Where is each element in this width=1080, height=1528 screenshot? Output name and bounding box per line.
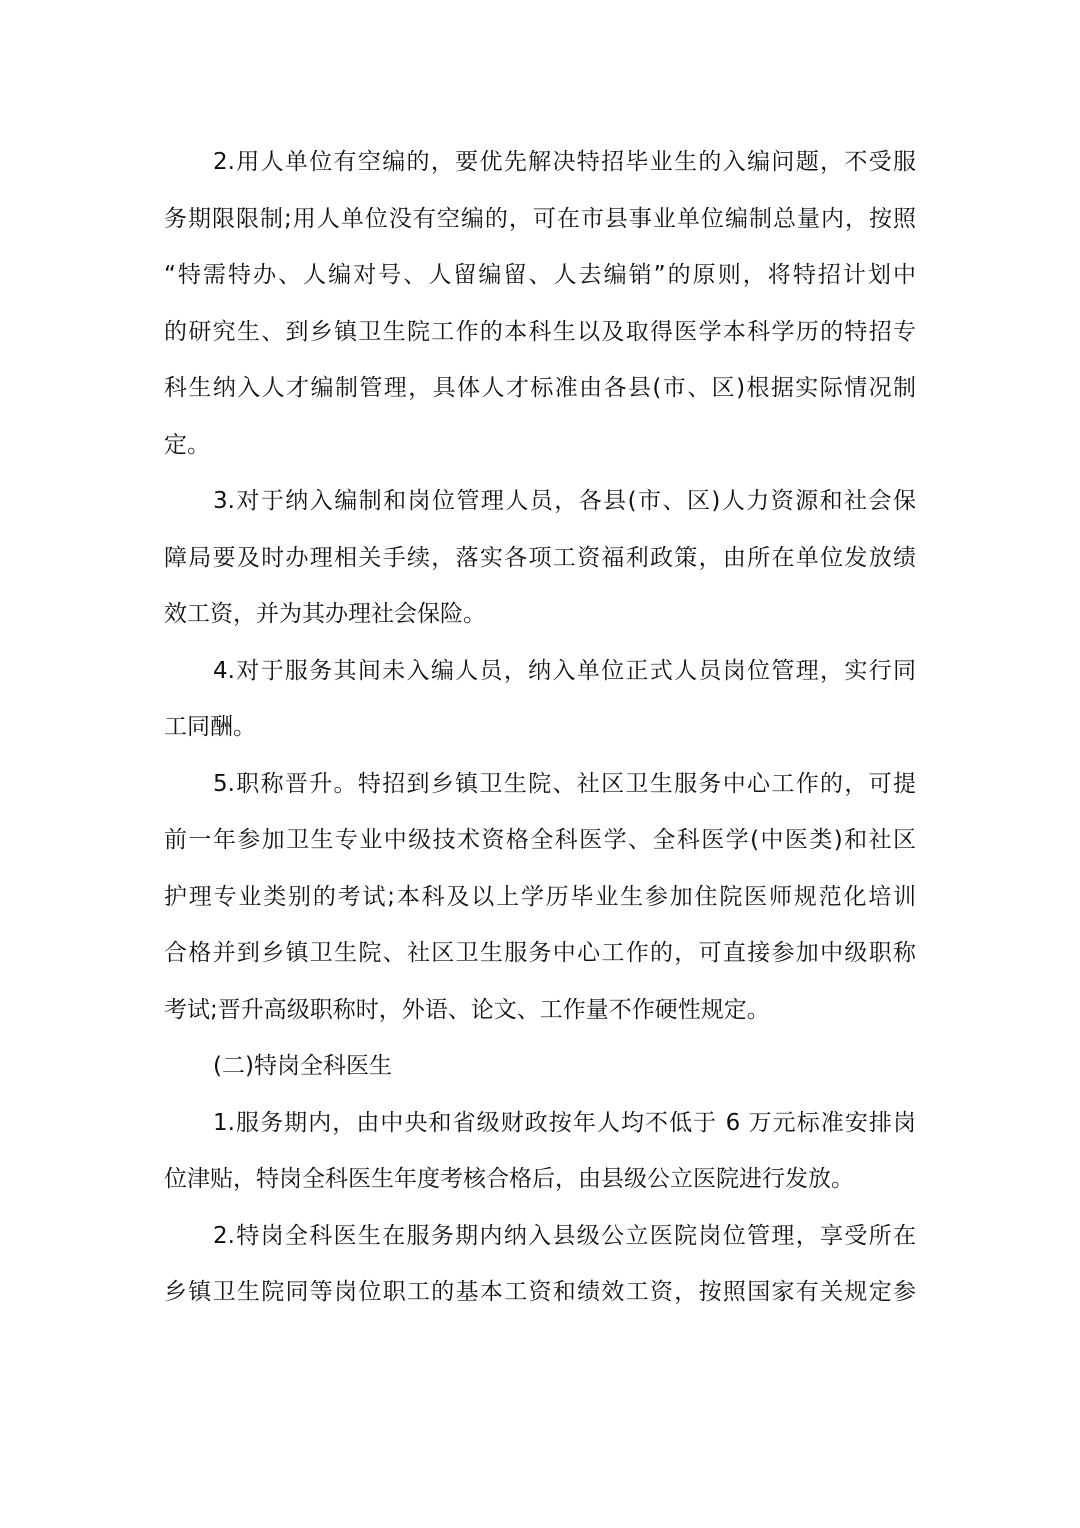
paragraph-2-line-1: 3.对于纳入编制和岗位管理人员，各县(市、区)人力资源和社会保 bbox=[213, 488, 916, 514]
paragraph-4-line-2: 前一年参加卫生专业中级技术资格全科医学、全科医学(中医类)和社区 bbox=[164, 827, 916, 853]
paragraph-1-line-2: 务期限限制;用人单位没有空编的，可在市县事业单位编制总量内，按照 bbox=[164, 206, 916, 232]
paragraph-5-line-1: 1.服务期内，由中央和省级财政按年人均不低于 6 万元标准安排岗 bbox=[213, 1110, 916, 1136]
paragraph-1-line-1: 2.用人单位有空编的，要优先解决特招毕业生的入编问题，不受服 bbox=[213, 149, 916, 175]
paragraph-6-line-1: 2.特岗全科医生在服务期内纳入县级公立医院岗位管理，享受所在 bbox=[213, 1223, 916, 1249]
paragraph-1-line-4: 的研究生、到乡镇卫生院工作的本科生以及取得医学本科学历的特招专 bbox=[164, 319, 916, 345]
paragraph-4-line-5: 考试;晋升高级职称时，外语、论文、工作量不作硬性规定。 bbox=[164, 997, 770, 1023]
paragraph-4-line-3: 护理专业类别的考试;本科及以上学历毕业生参加住院医师规范化培训 bbox=[164, 884, 916, 910]
paragraph-4-line-1: 5.职称晋升。特招到乡镇卫生院、社区卫生服务中心工作的，可提 bbox=[213, 771, 916, 797]
paragraph-1-line-3: “特需特办、人编对号、人留编留、人去编销”的原则，将特招计划中 bbox=[164, 262, 916, 288]
paragraph-2-line-3: 效工资，并为其办理社会保险。 bbox=[164, 601, 486, 627]
paragraph-3-line-2: 工同酬。 bbox=[164, 714, 256, 740]
paragraph-5-line-2: 位津贴，特岗全科医生年度考核合格后，由县级公立医院进行发放。 bbox=[164, 1166, 854, 1192]
paragraph-3-line-1: 4.对于服务其间未入编人员，纳入单位正式人员岗位管理，实行同 bbox=[213, 658, 916, 684]
paragraph-6-line-2: 乡镇卫生院同等岗位职工的基本工资和绩效工资，按照国家有关规定参 bbox=[164, 1279, 916, 1305]
paragraph-1-line-5: 科生纳入人才编制管理，具体人才标准由各县(市、区)根据实际情况制 bbox=[164, 375, 916, 401]
paragraph-2-line-2: 障局要及时办理相关手续，落实各项工资福利政策，由所在单位发放绩 bbox=[164, 545, 916, 571]
paragraph-4-line-4: 合格并到乡镇卫生院、社区卫生服务中心工作的，可直接参加中级职称 bbox=[164, 940, 916, 966]
paragraph-1-line-6: 定。 bbox=[164, 432, 210, 458]
section-heading: (二)特岗全科医生 bbox=[213, 1053, 392, 1079]
